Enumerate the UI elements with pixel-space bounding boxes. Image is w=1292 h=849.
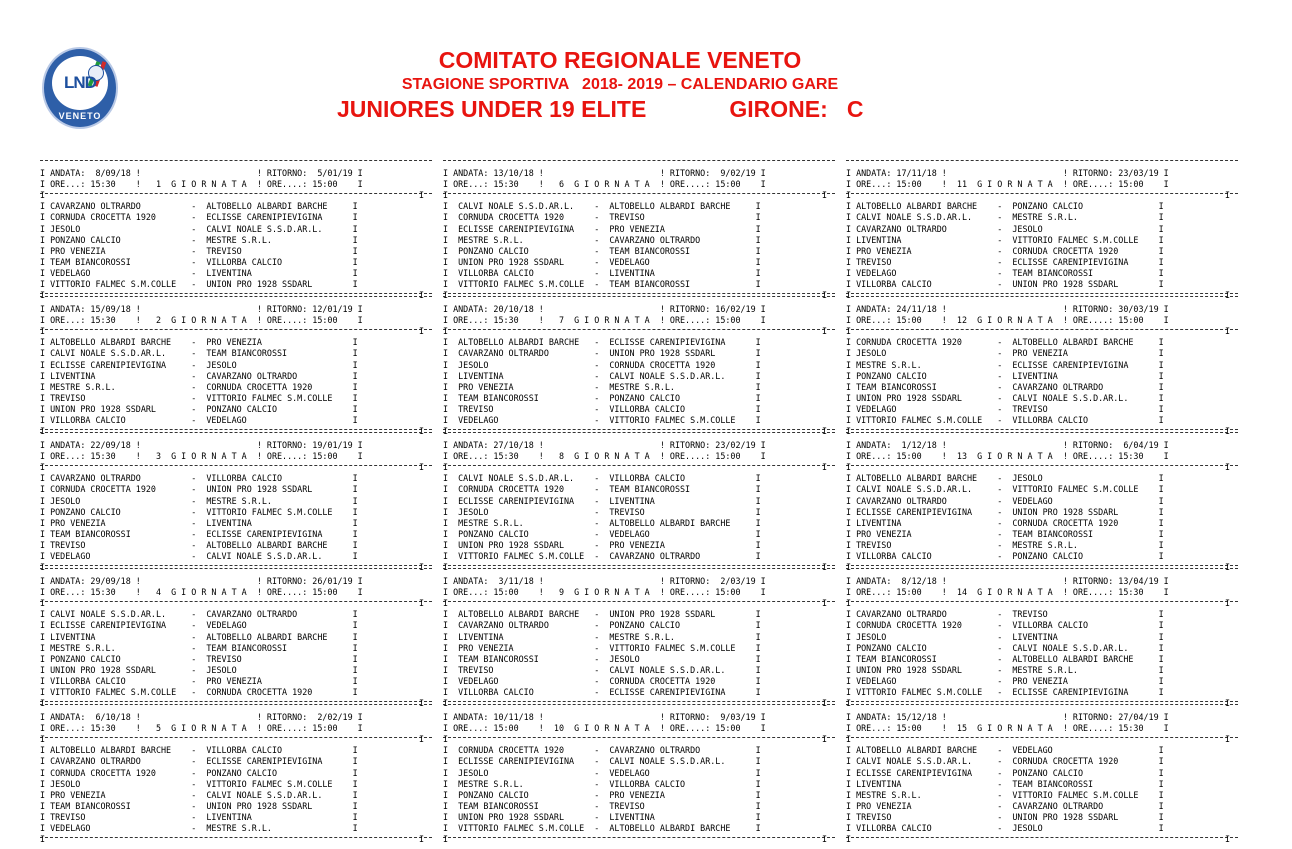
match-row: I CALVI NOALE S.S.D.AR.L. - TEAM BIANCOROSSI I (40, 348, 358, 359)
match-row: I ALTOBELLO ALBARDI BARCHE - PONZANO CALCIO I (846, 201, 1164, 212)
match-row: I VILLORBA CALCIO - PONZANO CALCIO I (846, 551, 1164, 562)
match-row: I PRO VENEZIA - MESTRE S.R.L. I (443, 381, 761, 392)
mid-rule (443, 190, 835, 201)
match-row: I LIVENTINA - CORNUDA CROCETTA 1920 I (846, 517, 1164, 528)
match-row: I ALTOBELLO ALBARDI BARCHE - JESOLO I (846, 473, 1164, 484)
top-rule (846, 565, 1238, 576)
match-row: I PRO VENEZIA - LIVENTINA I (40, 517, 358, 528)
match-row: I MESTRE S.R.L. - ALTOBELLO ALBARDI BARCHE I (443, 517, 761, 528)
bottom-rule (443, 834, 835, 845)
match-row: I CALVI NOALE S.S.D.AR.L. - CORNUDA CROCETTA 1920 I (846, 756, 1164, 767)
match-row: I ECLISSE CARENIPIEVIGINA - PRO VENEZIA I (443, 223, 761, 234)
rule-end-mark: I (418, 598, 424, 609)
rule-end-mark: I (1224, 290, 1230, 301)
match-row: I TEAM BIANCOROSSI - TREVISO I (443, 800, 761, 811)
match-row: I TEAM BIANCOROSSI - CAVARZANO OLTRARDO I (846, 381, 1164, 392)
match-row: I VILLORBA CALCIO - PRO VENEZIA I (40, 675, 358, 686)
matchday-time-line: I ORE...: 15:00 ! 12 G I O R N A T A ! ORE....: 15:00 I (846, 315, 1169, 326)
matchday-block (443, 701, 835, 845)
match-row: I TEAM BIANCOROSSI - VILLORBA CALCIO I (40, 256, 358, 267)
match-row: I VITTORIO FALMEC S.M.COLLE - ALTOBELLO ALBARDI BARCHE I (443, 823, 761, 834)
match-row: I ECLISSE CARENIPIEVIGINA - UNION PRO 1928 SSDARL I (846, 506, 1164, 517)
rule-end-mark: I (1224, 698, 1230, 709)
andata-ritorno-line: I ANDATA: 8/09/18 ! ! RITORNO: 5/01/19 I (40, 168, 363, 179)
andata-ritorno-line: I ANDATA: 15/12/18 ! ! RITORNO: 27/04/19 I (846, 712, 1169, 723)
matchday-time-line: I ORE...: 15:00 ! 14 G I O R N A T A ! ORE....: 15:30 I (846, 587, 1169, 598)
top-rule (40, 293, 432, 304)
andata-ritorno-line: I ANDATA: 10/11/18 ! ! RITORNO: 9/03/19 I (443, 712, 766, 723)
logo-region-text: VENETO (58, 111, 102, 121)
rule-end-mark: I (418, 698, 424, 709)
match-row: I LIVENTINA - CALVI NOALE S.S.D.AR.L. I (443, 370, 761, 381)
mid-rule (846, 734, 1238, 745)
rule-end-mark: I (1224, 834, 1230, 845)
match-row: I MESTRE S.R.L. - TEAM BIANCOROSSI I (40, 642, 358, 653)
matchday-time-line: I ORE...: 15:30 ! 5 G I O R N A T A ! ORE....: 15:00 I (40, 723, 363, 734)
andata-ritorno-line: I ANDATA: 13/10/18 ! ! RITORNO: 9/02/19 I (443, 168, 766, 179)
match-row: I VEDELAGO - TREVISO I (846, 403, 1164, 414)
rule-end-mark: I (1224, 598, 1230, 609)
match-row: I JESOLO - VEDELAGO I (443, 767, 761, 778)
match-row: I UNION PRO 1928 SSDARL - PRO VENEZIA I (443, 539, 761, 550)
rule-end-mark: I (1224, 190, 1230, 201)
andata-ritorno-line: I ANDATA: 29/09/18 ! ! RITORNO: 26/01/19 I (40, 576, 363, 587)
match-row: I CALVI NOALE S.S.D.AR.L. - MESTRE S.R.L. I (846, 212, 1164, 223)
match-row: I VEDELAGO - CALVI NOALE S.S.D.AR.L. I (40, 551, 358, 562)
match-row: I VILLORBA CALCIO - UNION PRO 1928 SSDARL I (846, 279, 1164, 290)
matchday-block (40, 293, 432, 437)
match-row: I UNION PRO 1928 SSDARL - LIVENTINA I (443, 811, 761, 822)
match-row: I PRO VENEZIA - CORNUDA CROCETTA 1920 I (846, 245, 1164, 256)
match-row: I JESOLO - TREVISO I (443, 506, 761, 517)
match-row: I PRO VENEZIA - TREVISO I (40, 245, 358, 256)
rule-end-mark: I (821, 734, 827, 745)
season-subtitle: STAGIONE SPORTIVA 2018- 2019 – CALENDARIO GARE (401, 76, 839, 93)
match-row: I TREVISO - LIVENTINA I (40, 811, 358, 822)
rule-end-mark: I (1224, 462, 1230, 473)
match-row: I PONZANO CALCIO - LIVENTINA I (846, 370, 1164, 381)
matchday-block (443, 293, 835, 437)
andata-ritorno-line: I ANDATA: 24/11/18 ! ! RITORNO: 30/03/19 I (846, 304, 1169, 315)
match-row: I TREVISO - ALTOBELLO ALBARDI BARCHE I (40, 539, 358, 550)
match-row: I PONZANO CALCIO - TEAM BIANCOROSSI I (443, 245, 761, 256)
match-row: I VILLORBA CALCIO - VEDELAGO I (40, 415, 358, 426)
match-row: I CORNUDA CROCETTA 1920 - ALTOBELLO ALBARDI BARCHE I (846, 337, 1164, 348)
mid-rule (40, 734, 432, 745)
mid-rule (40, 326, 432, 337)
mid-rule (846, 598, 1238, 609)
match-row: I CORNUDA CROCETTA 1920 - TEAM BIANCOROSSI I (443, 484, 761, 495)
match-row: I JESOLO - CORNUDA CROCETTA 1920 I (443, 359, 761, 370)
matchday-time-line: I ORE...: 15:00 ! 9 G I O R N A T A ! ORE....: 15:00 I (443, 587, 766, 598)
match-row: I UNION PRO 1928 SSDARL - VEDELAGO I (443, 256, 761, 267)
andata-ritorno-line: I ANDATA: 22/09/18 ! ! RITORNO: 19/01/19 I (40, 440, 363, 451)
match-row: I CALVI NOALE S.S.D.AR.L. - CAVARZANO OLTRARDO I (40, 609, 358, 620)
matchday-time-line: I ORE...: 15:30 ! 7 G I O R N A T A ! ORE....: 15:00 I (443, 315, 766, 326)
match-row: I ECLISSE CARENIPIEVIGINA - CALVI NOALE S.S.D.AR.L. I (443, 756, 761, 767)
match-row: I PRO VENEZIA - CALVI NOALE S.S.D.AR.L. I (40, 789, 358, 800)
committee-title: COMITATO REGIONALE VENETO (438, 47, 802, 73)
match-row: I TREVISO - UNION PRO 1928 SSDARL I (846, 811, 1164, 822)
rule-end-mark: I (1224, 326, 1230, 337)
match-row: I MESTRE S.R.L. - CORNUDA CROCETTA 1920 I (40, 381, 358, 392)
match-row: I VITTORIO FALMEC S.M.COLLE - TEAM BIANCOROSSI I (443, 279, 761, 290)
match-row: I UNION PRO 1928 SSDARL - CALVI NOALE S.S.D.AR.L. I (846, 392, 1164, 403)
matchday-block (846, 293, 1238, 437)
andata-ritorno-line: I ANDATA: 1/12/18 ! ! RITORNO: 6/04/19 I (846, 440, 1169, 451)
matchday-block (40, 157, 432, 301)
match-row: I CALVI NOALE S.S.D.AR.L. - ALTOBELLO ALBARDI BARCHE I (443, 201, 761, 212)
match-row: I CAVARZANO OLTRARDO - VILLORBA CALCIO I (40, 473, 358, 484)
rule-end-mark: I (821, 190, 827, 201)
match-row: I VEDELAGO - VITTORIO FALMEC S.M.COLLE I (443, 415, 761, 426)
match-row: I JESOLO - CALVI NOALE S.S.D.AR.L. I (40, 223, 358, 234)
match-row: I CAVARZANO OLTRARDO - PONZANO CALCIO I (443, 620, 761, 631)
match-row: I VITTORIO FALMEC S.M.COLLE - ECLISSE CARENIPIEVIGINA I (846, 687, 1164, 698)
match-row: I CALVI NOALE S.S.D.AR.L. - VILLORBA CALCIO I (443, 473, 761, 484)
logo-text: LND (64, 73, 96, 92)
matchday-time-line: I ORE...: 15:00 ! 13 G I O R N A T A ! ORE....: 15:30 I (846, 451, 1169, 462)
match-row: I TEAM BIANCOROSSI - ECLISSE CARENIPIEVIGINA I (40, 528, 358, 539)
matchday-time-line: I ORE...: 15:30 ! 6 G I O R N A T A ! ORE....: 15:00 I (443, 179, 766, 190)
match-row: I VITTORIO FALMEC S.M.COLLE - VILLORBA CALCIO I (846, 415, 1164, 426)
match-row: I VEDELAGO - CORNUDA CROCETTA 1920 I (443, 675, 761, 686)
match-row: I LIVENTINA - TEAM BIANCOROSSI I (846, 778, 1164, 789)
mid-rule (846, 190, 1238, 201)
top-rule (846, 701, 1238, 712)
match-row: I CORNUDA CROCETTA 1920 - UNION PRO 1928 SSDARL I (40, 484, 358, 495)
rule-end-mark: I (418, 326, 424, 337)
match-row: I VILLORBA CALCIO - JESOLO I (846, 823, 1164, 834)
rule-end-mark: I (418, 562, 424, 573)
mid-rule (846, 462, 1238, 473)
top-rule (846, 293, 1238, 304)
match-row: I CAVARZANO OLTRARDO - TREVISO I (846, 609, 1164, 620)
match-row: I TEAM BIANCOROSSI - UNION PRO 1928 SSDARL I (40, 800, 358, 811)
top-rule (846, 429, 1238, 440)
match-row: I TEAM BIANCOROSSI - ALTOBELLO ALBARDI BARCHE I (846, 653, 1164, 664)
matchday-block (40, 701, 432, 845)
matchday-block (443, 157, 835, 301)
match-row: I CAVARZANO OLTRARDO - VEDELAGO I (846, 495, 1164, 506)
rule-end-mark: I (821, 462, 827, 473)
match-row: I CAVARZANO OLTRARDO - ECLISSE CARENIPIEVIGINA I (40, 756, 358, 767)
rule-end-mark: I (821, 290, 827, 301)
match-row: I ECLISSE CARENIPIEVIGINA - VEDELAGO I (40, 620, 358, 631)
top-rule (443, 565, 835, 576)
matchday-time-line: I ORE...: 15:30 ! 2 G I O R N A T A ! ORE....: 15:00 I (40, 315, 363, 326)
match-row: I MESTRE S.R.L. - VITTORIO FALMEC S.M.COLLE I (846, 789, 1164, 800)
match-row: I VEDELAGO - MESTRE S.R.L. I (40, 823, 358, 834)
match-row: I JESOLO - MESTRE S.R.L. I (40, 495, 358, 506)
match-row: I LIVENTINA - VITTORIO FALMEC S.M.COLLE I (846, 234, 1164, 245)
andata-ritorno-line: I ANDATA: 15/09/18 ! ! RITORNO: 12/01/19 I (40, 304, 363, 315)
rule-end-mark: I (821, 698, 827, 709)
matchday-block (40, 429, 432, 573)
match-row: I PONZANO CALCIO - VEDELAGO I (443, 528, 761, 539)
match-row: I MESTRE S.R.L. - CAVARZANO OLTRARDO I (443, 234, 761, 245)
match-row: I LIVENTINA - MESTRE S.R.L. I (443, 631, 761, 642)
matchday-time-line: I ORE...: 15:00 ! 10 G I O R N A T A ! ORE....: 15:00 I (443, 723, 766, 734)
rule-end-mark: I (418, 190, 424, 201)
match-row: I UNION PRO 1928 SSDARL - JESOLO I (40, 664, 358, 675)
match-row: I PRO VENEZIA - TEAM BIANCOROSSI I (846, 528, 1164, 539)
top-rule (846, 157, 1238, 168)
andata-ritorno-line: I ANDATA: 6/10/18 ! ! RITORNO: 2/02/19 I (40, 712, 363, 723)
match-row: I ALTOBELLO ALBARDI BARCHE - VEDELAGO I (846, 745, 1164, 756)
match-row: I TREVISO - VILLORBA CALCIO I (443, 403, 761, 414)
match-row: I VITTORIO FALMEC S.M.COLLE - CORNUDA CROCETTA 1920 I (40, 687, 358, 698)
matchday-time-line: I ORE...: 15:00 ! 15 G I O R N A T A ! ORE....: 15:30 I (846, 723, 1169, 734)
mid-rule (40, 462, 432, 473)
match-row: I CORNUDA CROCETTA 1920 - ECLISSE CARENIPIEVIGINA I (40, 212, 358, 223)
rule-end-mark: I (1224, 734, 1230, 745)
rule-end-mark: I (821, 834, 827, 845)
category-and-group: JUNIORES UNDER 19 ELITE GIRONE: C (337, 96, 864, 122)
bottom-rule (40, 834, 432, 845)
matchday-time-line: I ORE...: 15:30 ! 3 G I O R N A T A ! ORE....: 15:00 I (40, 451, 363, 462)
match-row: I CORNUDA CROCETTA 1920 - CAVARZANO OLTRARDO I (443, 745, 761, 756)
andata-ritorno-line: I ANDATA: 8/12/18 ! ! RITORNO: 13/04/19 I (846, 576, 1169, 587)
match-row: I CAVARZANO OLTRARDO - JESOLO I (846, 223, 1164, 234)
mid-rule (846, 326, 1238, 337)
match-row: I TREVISO - ECLISSE CARENIPIEVIGINA I (846, 256, 1164, 267)
match-row: I VILLORBA CALCIO - LIVENTINA I (443, 267, 761, 278)
match-row: I ALTOBELLO ALBARDI BARCHE - ECLISSE CARENIPIEVIGINA I (443, 337, 761, 348)
match-row: I TEAM BIANCOROSSI - PONZANO CALCIO I (443, 392, 761, 403)
matchday-block (40, 565, 432, 709)
match-row: I VITTORIO FALMEC S.M.COLLE - CAVARZANO OLTRARDO I (443, 551, 761, 562)
match-row: I VITTORIO FALMEC S.M.COLLE - UNION PRO 1928 SSDARL I (40, 279, 358, 290)
match-row: I ALTOBELLO ALBARDI BARCHE - PRO VENEZIA I (40, 337, 358, 348)
mid-rule (40, 598, 432, 609)
matchday-time-line: I ORE...: 15:30 ! 4 G I O R N A T A ! ORE....: 15:00 I (40, 587, 363, 598)
top-rule (443, 429, 835, 440)
rule-end-mark: I (821, 562, 827, 573)
match-row: I ECLISSE CARENIPIEVIGINA - PONZANO CALCIO I (846, 767, 1164, 778)
top-rule (40, 157, 432, 168)
rule-end-mark: I (418, 834, 424, 845)
top-rule (443, 293, 835, 304)
top-rule (40, 565, 432, 576)
mid-rule (443, 326, 835, 337)
match-row: I JESOLO - PRO VENEZIA I (846, 348, 1164, 359)
rule-end-mark: I (821, 598, 827, 609)
rule-end-mark: I (821, 426, 827, 437)
match-row: I TREVISO - MESTRE S.R.L. I (846, 539, 1164, 550)
match-row: I CORNUDA CROCETTA 1920 - VILLORBA CALCIO I (846, 620, 1164, 631)
top-rule (443, 701, 835, 712)
mid-rule (443, 462, 835, 473)
matchday-block (846, 429, 1238, 573)
match-row: I PONZANO CALCIO - TREVISO I (40, 653, 358, 664)
match-row: I TREVISO - VITTORIO FALMEC S.M.COLLE I (40, 392, 358, 403)
rule-end-mark: I (1224, 562, 1230, 573)
match-row: I VEDELAGO - TEAM BIANCOROSSI I (846, 267, 1164, 278)
match-row: I MESTRE S.R.L. - VILLORBA CALCIO I (443, 778, 761, 789)
matchday-block (846, 157, 1238, 301)
match-row: I CORNUDA CROCETTA 1920 - TREVISO I (443, 212, 761, 223)
match-row: I UNION PRO 1928 SSDARL - MESTRE S.R.L. I (846, 664, 1164, 675)
mid-rule (40, 190, 432, 201)
match-row: I ALTOBELLO ALBARDI BARCHE - VILLORBA CALCIO I (40, 745, 358, 756)
match-row: I VEDELAGO - PRO VENEZIA I (846, 675, 1164, 686)
match-row: I PONZANO CALCIO - MESTRE S.R.L. I (40, 234, 358, 245)
matchday-block (443, 429, 835, 573)
matchday-time-line: I ORE...: 15:30 ! 8 G I O R N A T A ! ORE....: 15:00 I (443, 451, 766, 462)
top-rule (40, 701, 432, 712)
match-row: I ALTOBELLO ALBARDI BARCHE - UNION PRO 1928 SSDARL I (443, 609, 761, 620)
top-rule (40, 429, 432, 440)
matchday-time-line: I ORE...: 15:30 ! 1 G I O R N A T A ! ORE....: 15:00 I (40, 179, 363, 190)
match-row: I PONZANO CALCIO - VITTORIO FALMEC S.M.COLLE I (40, 506, 358, 517)
matchday-block (443, 565, 835, 709)
rule-end-mark: I (418, 462, 424, 473)
andata-ritorno-line: I ANDATA: 17/11/18 ! ! RITORNO: 23/03/19 I (846, 168, 1169, 179)
match-row: I JESOLO - LIVENTINA I (846, 631, 1164, 642)
andata-ritorno-line: I ANDATA: 20/10/18 ! ! RITORNO: 16/02/19 I (443, 304, 766, 315)
match-row: I PONZANO CALCIO - PRO VENEZIA I (443, 789, 761, 800)
match-row: I CAVARZANO OLTRARDO - ALTOBELLO ALBARDI BARCHE I (40, 201, 358, 212)
match-row: I MESTRE S.R.L. - ECLISSE CARENIPIEVIGINA I (846, 359, 1164, 370)
bottom-rule (846, 834, 1238, 845)
andata-ritorno-line: I ANDATA: 27/10/18 ! ! RITORNO: 23/02/19 I (443, 440, 766, 451)
match-row: I ECLISSE CARENIPIEVIGINA - JESOLO I (40, 359, 358, 370)
mid-rule (443, 734, 835, 745)
andata-ritorno-line: I ANDATA: 3/11/18 ! ! RITORNO: 2/03/19 I (443, 576, 766, 587)
match-row: I TREVISO - CALVI NOALE S.S.D.AR.L. I (443, 664, 761, 675)
match-row: I LIVENTINA - CAVARZANO OLTRARDO I (40, 370, 358, 381)
match-row: I CALVI NOALE S.S.D.AR.L. - VITTORIO FALMEC S.M.COLLE I (846, 484, 1164, 495)
top-rule (443, 157, 835, 168)
match-row: I PRO VENEZIA - CAVARZANO OLTRARDO I (846, 800, 1164, 811)
matchday-time-line: I ORE...: 15:00 ! 11 G I O R N A T A ! ORE....: 15:00 I (846, 179, 1169, 190)
rule-end-mark: I (1224, 426, 1230, 437)
match-row: I ECLISSE CARENIPIEVIGINA - LIVENTINA I (443, 495, 761, 506)
match-row: I UNION PRO 1928 SSDARL - PONZANO CALCIO I (40, 403, 358, 414)
match-row: I JESOLO - VITTORIO FALMEC S.M.COLLE I (40, 778, 358, 789)
matchday-block (846, 701, 1238, 845)
mid-rule (443, 598, 835, 609)
matchday-block (846, 565, 1238, 709)
match-row: I VILLORBA CALCIO - ECLISSE CARENIPIEVIGINA I (443, 687, 761, 698)
match-row: I CAVARZANO OLTRARDO - UNION PRO 1928 SSDARL I (443, 348, 761, 359)
rule-end-mark: I (418, 426, 424, 437)
match-row: I PRO VENEZIA - VITTORIO FALMEC S.M.COLLE I (443, 642, 761, 653)
rule-end-mark: I (418, 290, 424, 301)
match-row: I CORNUDA CROCETTA 1920 - PONZANO CALCIO I (40, 767, 358, 778)
match-row: I VEDELAGO - LIVENTINA I (40, 267, 358, 278)
match-row: I TEAM BIANCOROSSI - JESOLO I (443, 653, 761, 664)
rule-end-mark: I (821, 326, 827, 337)
match-row: I PONZANO CALCIO - CALVI NOALE S.S.D.AR.L. I (846, 642, 1164, 653)
rule-end-mark: I (418, 734, 424, 745)
match-row: I LIVENTINA - ALTOBELLO ALBARDI BARCHE I (40, 631, 358, 642)
